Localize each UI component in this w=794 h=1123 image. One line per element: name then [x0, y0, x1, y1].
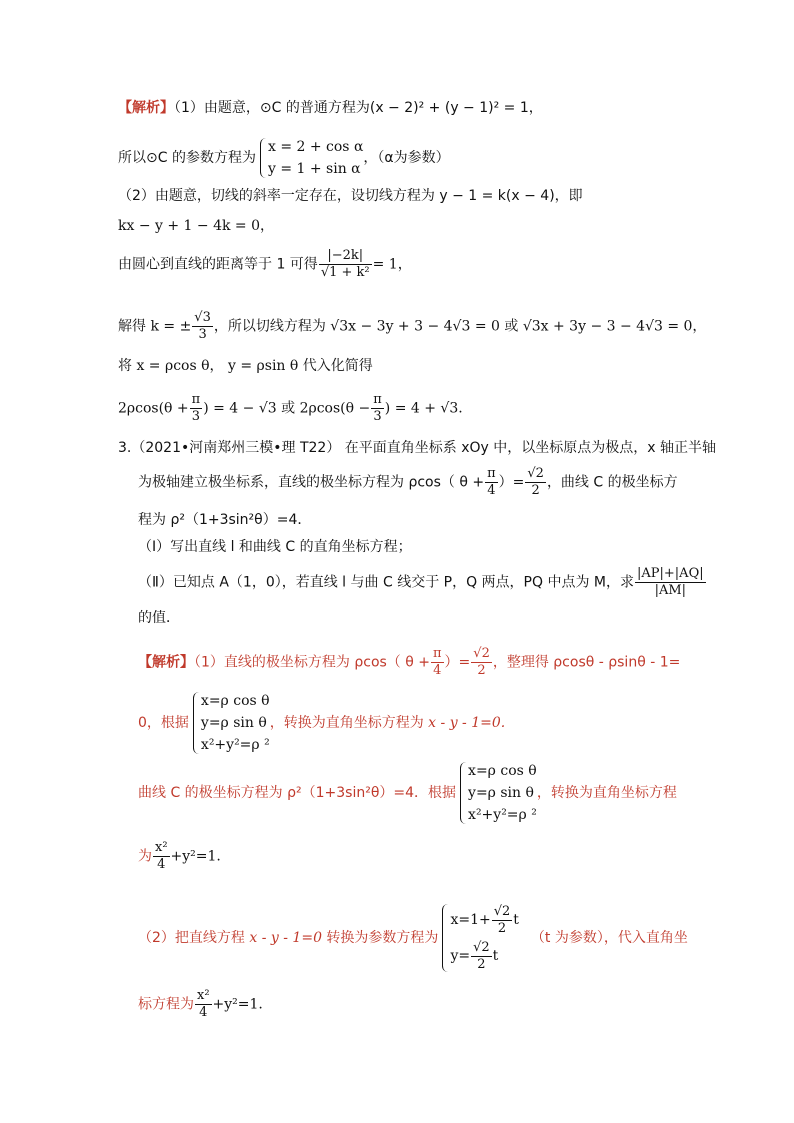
s2-line-eq: x - y - 1=0.: [428, 715, 506, 731]
pi-den-a: 3: [191, 409, 201, 424]
s2-text-6-post: +y²=1.: [212, 996, 263, 1013]
lp-x-den: 2: [497, 920, 507, 936]
s2-root-den: 2: [477, 663, 486, 678]
lp-y-num: √2: [473, 939, 490, 955]
s2-text-3: 曲线 C 的极坐标方程为 ρ²（1+3sin²θ）=4．根据: [138, 785, 457, 801]
param-row-y: y = 1 + sin α: [267, 161, 361, 177]
param-equation-system: [258, 136, 363, 180]
s2-pi-den: 4: [433, 663, 442, 678]
polar-conversion-system-1: [191, 690, 270, 756]
s2-pi-num: π: [433, 646, 442, 661]
s2-text-6: 标方程为: [138, 996, 194, 1013]
q3-text-3: 程为 ρ²（1+3sin²θ）=4．: [138, 512, 312, 528]
q3-pi-den: 4: [487, 483, 496, 498]
lp-x-num: √2: [493, 903, 511, 919]
conv-row-r: x²+y²=ρ ²: [200, 737, 270, 753]
s1-eq-c: ) = 4 + √3.: [384, 400, 463, 417]
s2-text-2: 0，根据: [138, 715, 189, 731]
q3-text-1: 3.（2021•河南郑州三模•理 T22） 在平面直角坐标系 xOy 中，以坐标原点为极点，x 轴正半轴: [118, 440, 716, 456]
s1-line-1: [118, 98, 543, 118]
s2-line-6: [138, 988, 263, 1021]
s2-pi-over-4: [431, 646, 444, 679]
pi-over-3-a: [190, 392, 203, 425]
q3-ratio-fraction: [635, 566, 706, 599]
analysis-tag-2: 【解析】: [138, 654, 194, 671]
q3-text-5: （Ⅱ）已知点 A（1，0），若直线 l 与曲 C 线交于 P，Q 两点，PQ 中点为 M，求: [138, 574, 635, 591]
q3-root-den: 2: [531, 483, 540, 498]
q3-text-2-post: ，曲线 C 的极坐标方: [546, 474, 678, 491]
q3-line-1: [118, 438, 716, 458]
ellipse-fraction: [153, 840, 170, 873]
distance-fraction: [319, 248, 372, 281]
s2-text-5-mid: 转换为参数方程为: [321, 930, 439, 946]
s2-line-2: [138, 690, 505, 756]
lp-y-den: 2: [477, 956, 486, 972]
s1-text-2: 所以⊙C 的参数方程为: [118, 150, 256, 166]
s1-text-4: kx − y + 1 − 4k = 0，: [118, 218, 275, 234]
s2-line-3: [138, 760, 677, 826]
s1-text-6: 解得 k = ±: [118, 318, 192, 335]
lp-x-t: t: [513, 912, 519, 928]
s1-line-7: [118, 356, 373, 376]
lp-x-a: x=1+: [450, 912, 491, 928]
s2-text-1-mid: ）=: [444, 654, 471, 671]
s2-line-eq-2: x - y - 1=0: [249, 930, 322, 946]
slope-fraction: [192, 310, 213, 343]
pi-num-a: π: [191, 392, 201, 407]
lp-y-t: t: [492, 948, 499, 964]
q3-text-2: 为极轴建立极坐标系，直线的极坐标方程为 ρcos（ θ +: [138, 474, 485, 491]
q3-line-4: [138, 537, 412, 557]
s1-text-5: 由圆心到直线的距离等于 1 可得: [118, 256, 318, 273]
pi-den-b: 3: [373, 409, 382, 424]
pi-over-3-b: [371, 392, 384, 425]
q3-line-2: [138, 466, 678, 499]
lp-y-a: y=: [450, 948, 471, 964]
s1-text-3: （2）由题意，切线的斜率一定存在，设切线方程为 y − 1 = k(x − 4)，即: [118, 188, 583, 204]
slope-num: √3: [194, 310, 211, 325]
lp-y-frac: [471, 940, 492, 973]
s2-text-4: 为: [138, 848, 152, 865]
line-param-system: [440, 902, 518, 974]
q3-pi-num: π: [487, 466, 496, 481]
s2-text-5-post: （t 为参数），代入直角坐: [530, 930, 688, 946]
q3-line-3: [138, 510, 311, 530]
s2-text-4-post: +y²=1.: [170, 848, 221, 865]
q3-root-num: √2: [527, 466, 544, 481]
q3-ratio-num: |AP|+|AQ|: [637, 566, 704, 581]
distance-den: √1 + k²: [320, 265, 370, 280]
s1-eq-b: ) = 4 − √3 或 2ρcos(θ −: [203, 400, 371, 417]
s2-line-4: [138, 840, 221, 873]
param-row-x: x = 2 + cos α: [267, 139, 364, 155]
q3-text-6: 的值．: [138, 610, 180, 626]
s2-root-num: √2: [473, 646, 490, 661]
s2-text-1: （1）直线的极坐标方程为 ρcos（ θ +: [194, 654, 430, 671]
s1-line-5: [118, 248, 412, 281]
s2-root2-over-2: [471, 646, 492, 679]
s1-line-3: [118, 186, 583, 206]
conv2-row-x: x=ρ cos θ: [468, 763, 537, 779]
s2-line-1: [138, 646, 680, 679]
q3-ratio-den: |AM|: [654, 583, 687, 598]
analysis-tag: 【解析】: [118, 100, 174, 116]
conv-row-y: y=ρ sin θ: [200, 715, 267, 731]
q3-root2-over-2: [525, 466, 546, 499]
pi-num-b: π: [373, 392, 382, 407]
s1-line-4: [118, 216, 274, 236]
s1-line-8: [118, 392, 463, 425]
s1-text-1: （1）由题意，⊙C 的普通方程为(x − 2)² + (y − 1)² = 1，: [174, 100, 543, 116]
conv-row-x: x=ρ cos θ: [200, 693, 270, 709]
ellipse-fraction-2: [195, 988, 212, 1021]
s2-text-1-post: ，整理得 ρcosθ - ρsinθ - 1=: [492, 654, 681, 671]
s2-text-2-post: ，转换为直角坐标方程为: [269, 715, 429, 731]
s1-text-2-post: ，（α为参数）: [363, 150, 450, 166]
conv2-row-r: x²+y²=ρ ²: [468, 807, 537, 823]
s2-line-5: [138, 902, 688, 974]
polar-conversion-system-2: [458, 760, 537, 826]
ellipse-den: 4: [157, 857, 166, 872]
slope-den: 3: [198, 327, 207, 342]
q3-text-4: （Ⅰ）写出直线 l 和曲线 C 的直角坐标方程；: [138, 539, 412, 555]
s2-text-5: （2）把直线方程: [138, 930, 250, 946]
line-param-x: [450, 902, 518, 938]
q3-line-5: [138, 566, 707, 599]
q3-pi-over-4: [485, 466, 498, 499]
q3-text-2-mid: ）=: [498, 474, 525, 491]
s2-text-3-post: ，转换为直角坐标方程: [536, 785, 677, 801]
ellipse2-num: x²: [197, 988, 210, 1003]
ellipse-num: x²: [155, 840, 168, 855]
s1-line-6: [118, 310, 706, 343]
q3-line-6: [138, 608, 180, 628]
conv2-row-y: y=ρ sin θ: [468, 785, 534, 801]
s1-text-7: 将 x = ρcos θ， y = ρsin θ 代入化简得: [118, 358, 373, 374]
s1-text-5-post: = 1，: [372, 256, 412, 273]
lp-x-frac: [492, 904, 513, 937]
distance-num: |−2k|: [319, 248, 372, 265]
s1-text-6-post: ，所以切线方程为 √3x − 3y + 3 − 4√3 = 0 或 √3x + 3y − 3 − 4√3 = 0，: [213, 318, 707, 335]
s1-eq-a: 2ρcos(θ +: [118, 400, 189, 417]
s1-line-2: [118, 136, 450, 180]
line-param-y: [450, 938, 518, 974]
ellipse2-den: 4: [199, 1005, 208, 1020]
